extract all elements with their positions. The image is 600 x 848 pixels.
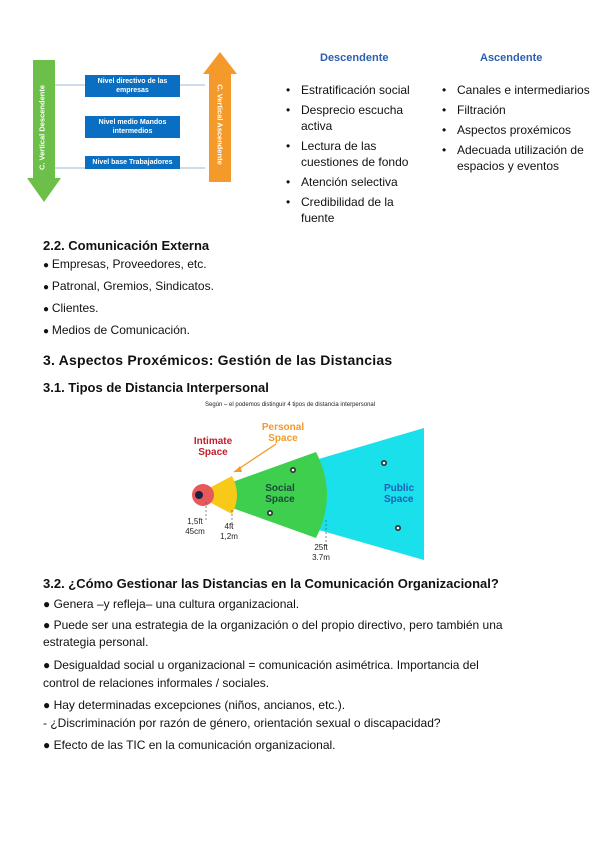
paragraph-line: - ¿Discriminación por razón de género, orientación sexual o discapacidad? bbox=[43, 716, 441, 730]
descendente-title: Descendente bbox=[320, 52, 389, 64]
list-item: • Filtración bbox=[442, 102, 592, 118]
list-item: ● Medios de Comunicación. bbox=[43, 322, 190, 340]
list-item: • Aspectos proxémicos bbox=[442, 122, 592, 138]
list-item: • Atención selectiva bbox=[286, 174, 426, 190]
section-2-2-heading: 2.2. Comunicación Externa bbox=[43, 238, 210, 253]
level-box-directivo: Nivel directivo de las empresas bbox=[85, 75, 180, 97]
section-3-1-heading: 3.1. Tipos de Distancia Interpersonal bbox=[43, 380, 269, 395]
paragraph-line: ● Desigualdad social u organizacional = comunicación asimétrica. Importancia del bbox=[43, 658, 479, 672]
measure-label: 4ft 1,2m bbox=[220, 522, 238, 541]
descending-arrow-label: C. Vertical Descendente bbox=[37, 84, 47, 171]
list-item: • Desprecio escucha activa bbox=[286, 102, 426, 134]
paragraph-line: ● Hay determinadas excepciones (niños, ancianos, etc.). bbox=[43, 698, 346, 712]
level-box-base: Nivel base Trabajadores bbox=[85, 156, 180, 169]
paragraph-line: ● Efecto de las TIC en la comunicación organizacional. bbox=[43, 738, 336, 752]
list-item: • Credibilidad de la fuente bbox=[286, 194, 426, 226]
list-item: ● Clientes. bbox=[43, 300, 99, 318]
measure-label: 1,5ft 45cm bbox=[185, 517, 205, 536]
descendente-list bbox=[286, 82, 426, 230]
list-item: • Canales e intermediarios bbox=[442, 82, 592, 98]
social-space-label: Social Space bbox=[265, 483, 295, 505]
figure-caption: Según – el podemos distinguir 4 tipos de distancia interpersonal bbox=[205, 402, 376, 408]
intimate-space-label: Intimate Space bbox=[193, 436, 233, 458]
paragraph-line: control de relaciones informales / sociales. bbox=[43, 676, 270, 690]
paragraph-line: estrategia personal. bbox=[43, 635, 149, 649]
list-item: • Lectura de las cuestiones de fondo bbox=[286, 138, 426, 170]
list-item: • Adecuada utilización de espacios y eventos bbox=[442, 142, 592, 174]
personal-space-label: Personal Space bbox=[261, 422, 305, 444]
paragraph-line: ● Genera –y refleja– una cultura organizacional. bbox=[43, 597, 300, 611]
measure-label: 25ft 3.7m bbox=[312, 543, 330, 562]
section-3-2-heading: 3.2. ¿Cómo Gestionar las Distancias en la Comunicación Organizacional? bbox=[43, 576, 499, 591]
section-3-heading: 3. Aspectos Proxémicos: Gestión de las Distancias bbox=[43, 352, 393, 368]
paragraph-line: ● Puede ser una estrategia de la organización o del propio directivo, pero también una bbox=[43, 618, 503, 632]
ascendente-title: Ascendente bbox=[480, 52, 543, 64]
level-box-medio: Nivel medio Mandos intermedios bbox=[85, 116, 180, 138]
ascending-arrow-label: C. Vertical Ascendente bbox=[215, 84, 225, 165]
ascendente-list bbox=[442, 82, 592, 178]
list-item: ● Patronal, Gremios, Sindicatos. bbox=[43, 278, 214, 296]
list-item: • Estratificación social bbox=[286, 82, 426, 98]
public-space-label: Public Space bbox=[384, 483, 415, 505]
list-item: ● Empresas, Proveedores, etc. bbox=[43, 256, 207, 274]
